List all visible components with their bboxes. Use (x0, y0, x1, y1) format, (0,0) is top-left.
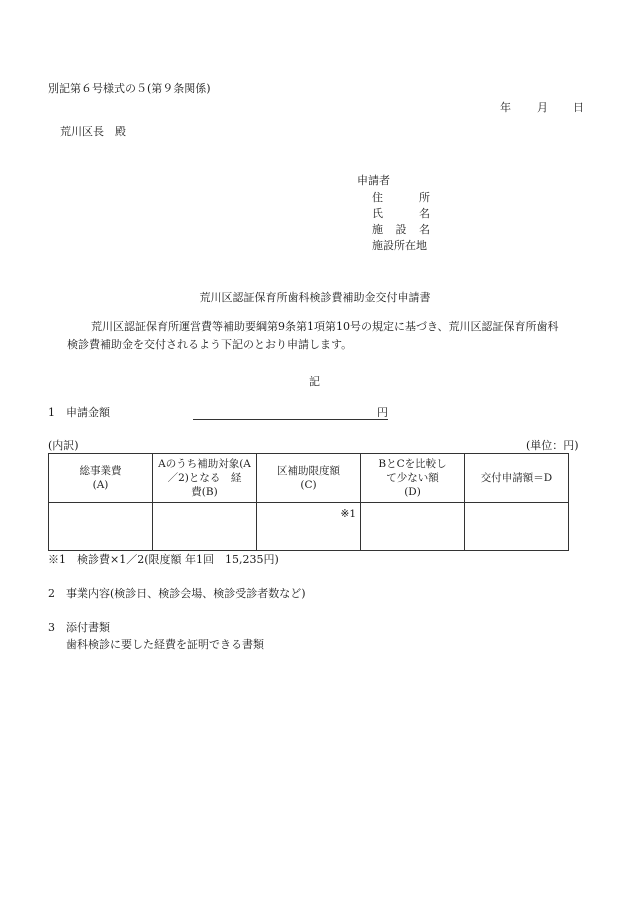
body-line-2: 検診費補助金を交付されるよう下記のとおり申請します。 (67, 338, 353, 351)
cell-subsidy-limit[interactable] (257, 503, 361, 551)
cell-subsidy-target[interactable] (153, 503, 257, 551)
breakdown-label: (内訳) (48, 439, 79, 452)
date-year: 年 (500, 101, 511, 114)
applicant-field-address: 住 所 (372, 191, 430, 204)
item1-label: 申請金額 (66, 406, 110, 419)
date-day: 日 (573, 101, 584, 114)
applicant-heading: 申請者 (357, 174, 390, 187)
body-text (67, 318, 587, 354)
note-mark: ※1 (340, 508, 356, 520)
amount-unit: 円 (377, 405, 388, 419)
breakdown-unit: (単位：円) (526, 439, 579, 452)
cell-total-cost[interactable] (49, 503, 153, 551)
breakdown-table (48, 453, 569, 551)
applicant-field-facility-name: 施 設 名 (372, 223, 430, 236)
item3-number: 3 (48, 621, 55, 634)
date-month: 月 (537, 101, 548, 114)
applicant-field-facility-address: 施設所在地 (372, 239, 427, 252)
amount-input-line[interactable] (193, 405, 388, 420)
ki-marker: 記 (309, 375, 320, 388)
breakdown-header-row (49, 454, 569, 503)
header-total-cost: 総事業費 (A) (49, 454, 153, 503)
header-subsidy-target: Aのうち補助対象(A ／2)となる 経 費(B) (153, 454, 257, 503)
header-subsidy-limit: 区補助限度額 (C) (257, 454, 361, 503)
note-1: ※1 検診費×1／2(限度額 年1回 15,235円) (48, 553, 279, 566)
item3-detail: 歯科検診に要した経費を証明できる書類 (66, 638, 264, 651)
item1-number: 1 (48, 406, 55, 419)
recipient: 荒川区長 殿 (60, 125, 126, 138)
item3-label: 添付書類 (66, 621, 110, 634)
breakdown-data-row (49, 503, 569, 551)
header-lesser-amount: BとCを比較し て少ない額 (D) (361, 454, 465, 503)
header-application-amount: 交付申請額＝D (465, 454, 569, 503)
date-line (500, 101, 584, 115)
body-line-1: 荒川区認証保育所運営費等補助要綱第9条第1項第10号の規定に基づき、荒川区認証保育所歯科 (91, 320, 559, 333)
form-id: 別記第６号様式の５(第９条関係) (48, 82, 211, 95)
item2-label: 事業内容(検診日、検診会場、検診受診者数など) (66, 587, 306, 600)
item2-number: 2 (48, 587, 55, 600)
cell-application-amount[interactable] (465, 503, 569, 551)
applicant-field-name: 氏 名 (372, 207, 430, 220)
document-title: 荒川区認証保育所歯科検診費補助金交付申請書 (199, 291, 431, 304)
cell-lesser-amount[interactable] (361, 503, 465, 551)
applicant-fields (372, 191, 430, 255)
